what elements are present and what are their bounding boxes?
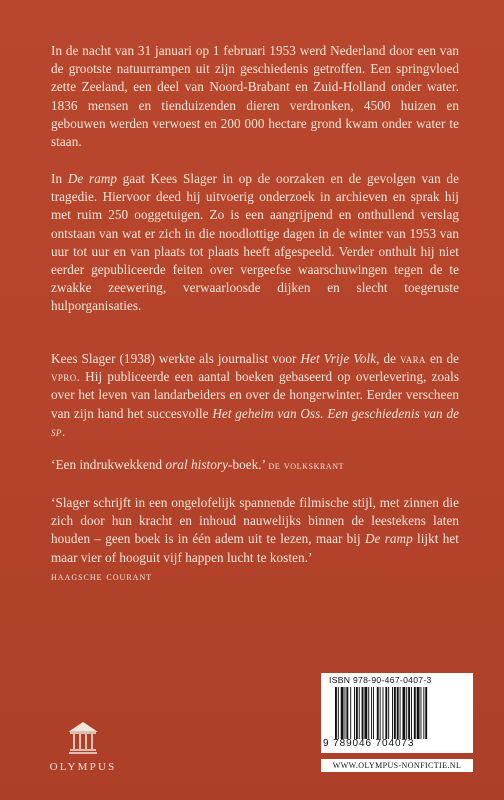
quote-2-close: lijkt het maar vier of hooguit vijf happen lucht te kosten.’ bbox=[51, 531, 459, 565]
barcode-icon bbox=[335, 687, 465, 739]
barcode-digits: 9 789046 704073 bbox=[323, 738, 415, 749]
newspaper-name: Het Vrije Volk bbox=[300, 351, 377, 366]
quote-1-close: -boek.’ bbox=[228, 457, 266, 472]
quote-1-open: ‘Een indrukwekkend bbox=[51, 457, 166, 472]
blurb-paragraph-1: In de nacht van 31 januari op 1 februari 1953 werd Nederland door een van de grootste natuurrampen uit zijn geschiedenis getroffen. Een springvloed zette Zeeland, een deel van Noord-Brabant en Zuid-Holland onder water. 1836 mensen en tienduizenden dieren verdronken, 4500 huizen en gebouwen werden verwoest en 200 000 hectare grond kwam onder water te staan. bbox=[51, 43, 459, 150]
bio-part-4: . Hij publiceerde een aantal boeken gebaseerd op overlevering, zoals over het leven van landarbeiders en over de hongerwinter. Eerder verscheen van zijn hand het succesvolle bbox=[51, 369, 459, 421]
broadcaster-vpro: vpro bbox=[51, 369, 77, 385]
publisher-logo bbox=[46, 721, 120, 773]
quote-1-source: de volkskrant bbox=[268, 458, 345, 472]
quote-2-text: ‘Slager schrijft in een ongelofelijk spannende filmische stijl, met zinnen die zich door hun kracht en inhoud nauwelijks binnen de leestekens laten houden – geen boek is in één adem uit te lezen, maar bij bbox=[51, 495, 459, 547]
blurb-paragraph-2 bbox=[51, 170, 459, 316]
temple-icon bbox=[68, 721, 98, 755]
quote-1-emph: oral history bbox=[165, 457, 228, 472]
bio-part-2: , de bbox=[376, 351, 401, 366]
bio-part-3: en de bbox=[425, 351, 460, 366]
barcode-label bbox=[321, 673, 473, 753]
review-quote-2 bbox=[51, 494, 459, 586]
isbn-text: ISBN 978-90-467-0407-3 bbox=[329, 675, 432, 685]
website-url: WWW.OLYMPUS-NONFICTIE.NL bbox=[321, 759, 473, 772]
author-bio-paragraph bbox=[51, 350, 459, 441]
text-prefix: In bbox=[51, 171, 68, 186]
text-rest: gaat Kees Slager in op de oorzaken en de gevolgen van de tragedie. Hiervoor deed hij uitvoerig onderzoek in archieven en sprak hij met ruim 250 ooggetuigen. Zo is een aangrijpend en onthullend verslag ontstaan van wat er zich in die noodlottige dagen in de winter van 1953 van uur tot uur en van plaats tot plaats heeft afgespeeld. Verder onthult hij niet eerder gepubliceerde feiten over vergeefse waarschuwingen tegen de te zwakke zeewering, verwaarloosde dijken en slecht toegeruste hulporganisaties. bbox=[51, 171, 459, 314]
bio-part-1: Kees Slager (1938) werkte als journalist voor bbox=[51, 351, 301, 366]
publisher-name: OLYMPUS bbox=[49, 761, 117, 773]
other-book-title: Het geheim van Oss. Een geschiedenis van de bbox=[212, 405, 459, 421]
review-quote-1 bbox=[51, 456, 459, 474]
broadcaster-vara: vara bbox=[400, 351, 426, 366]
quote-2-emph: De ramp bbox=[364, 531, 413, 547]
quote-2-source: haagsche courant bbox=[51, 570, 153, 583]
bio-part-5: . bbox=[61, 423, 66, 439]
party-name: sp bbox=[51, 423, 62, 439]
book-title: De ramp bbox=[67, 171, 118, 186]
